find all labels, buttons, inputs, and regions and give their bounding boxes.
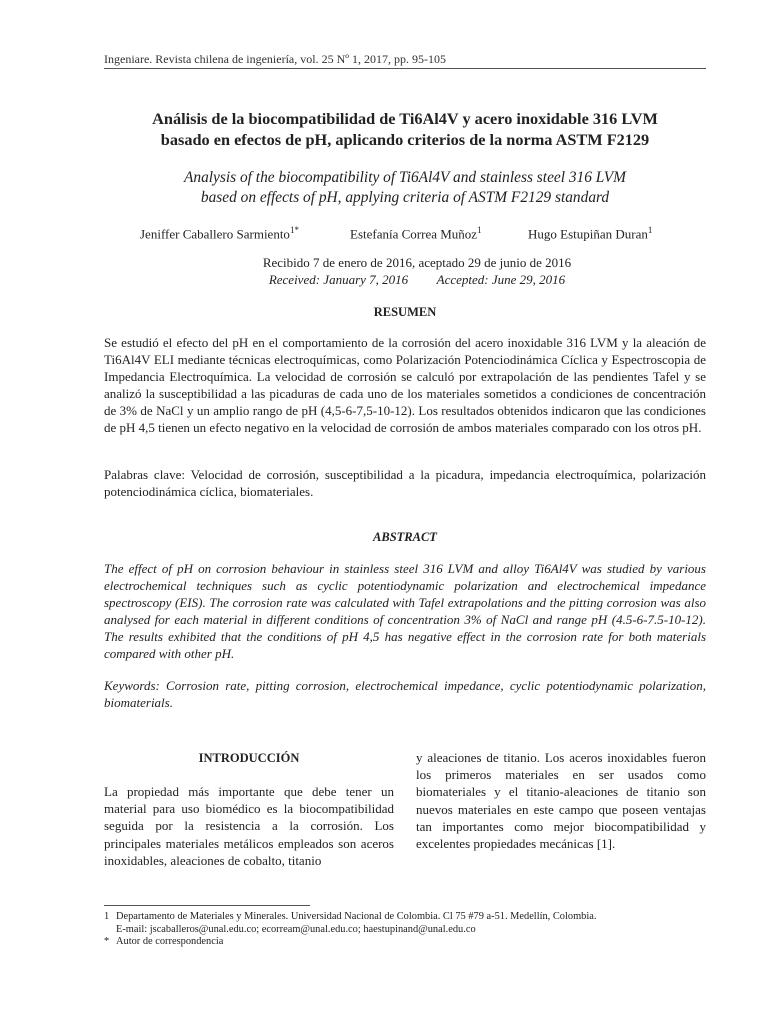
resumen-heading: RESUMEN [373,305,437,319]
resumen-keywords: Palabras clave: Velocidad de corrosión, susceptibilidad a la picadura, impedancia electroquímica, polarización potenciodinámica cíclica, biomateriales. [104,467,706,500]
introduction-column-right: y aleaciones de titanio. Los aceros inoxidables fueron los primeros materiales en ser usados como biomateriales y el titanio-aleaciones de titanio son nuevos materiales en este campo que poseen ventajas tan importantes como mejor biocompatibilidad y excelentes propiedades mecánicas [1]. [416,750,706,852]
abstract-keywords: Keywords: Corrosion rate, pitting corrosion, electrochemical impedance, cyclic potentiodynamic polarization, biomaterials. [104,678,706,711]
accepted-date: Accepted: June 29, 2016 [436,272,566,287]
footnote-mark: 1 [104,911,110,922]
author-name: Hugo Estupiñan Duran [528,226,648,242]
dates-spanish: Recibido 7 de enero de 2016, aceptado 29 de junio de 2016 [262,255,572,270]
footnote-correspondence [104,936,706,949]
footnote-text: Departamento de Materiales y Minerales. Universidad Nacional de Colombia. Cl 75 #79 a-51. Medellín, Colombia. [116,911,597,922]
abstract-heading: ABSTRACT [373,530,437,544]
title-spanish [104,108,706,150]
introduction-heading: INTRODUCCIÓN [198,751,300,765]
title-spanish-line: Análisis de la biocompatibilidad de Ti6Al4V y acero inoxidable 316 LVM [152,109,658,128]
title-english-line: Analysis of the biocompatibility of Ti6Al4V and stainless steel 316 LVM [183,169,627,186]
author [140,221,299,243]
author-affiliation-mark: 1* [289,225,299,235]
author-affiliation-mark: 1 [647,225,653,235]
footnotes [104,911,706,949]
footnote-affiliation [104,911,706,924]
author-name: Jeniffer Caballero Sarmiento [140,226,290,242]
title-english-line: based on effects of pH, applying criteria of ASTM F2129 standard [200,189,610,206]
footnote-mark: * [104,936,110,947]
footnote-rule [104,905,310,906]
title-english [104,168,706,208]
author-affiliation-mark: 1 [477,225,482,235]
journal-header: Ingeniare. Revista chilena de ingeniería, vol. 25 Nº 1, 2017, pp. 95-105 [104,52,446,66]
abstract-body: The effect of pH on corrosion behaviour in stainless steel 316 LVM and alloy Ti6Al4V was studied by various electrochemical techniques such as cyclic potentiodynamic polarization and electrochemical impedance spectroscopy (EIS). The corrosion rate was calculated with Tafel extrapolations and the pitting corrosion was also analysed for each material in different conditions of concentration 3% of NaCl and range pH (4.5-6-7.5-10-12). The results exhibited that the conditions of pH 4,5 has negative effect in the corrosion rate for both materials compared with other pH. [104,561,706,662]
dates-english [104,271,730,288]
header-rule [104,68,706,69]
submission-dates [104,254,730,288]
footnote-text: Autor de correspondencia [116,936,224,947]
author [528,221,652,243]
received-date: Received: January 7, 2016 [268,272,409,287]
introduction-column-left: La propiedad más importante que debe tener un material para uso biomédico es la biocompatibilidad seguida por la resistencia a la corrosión. Los principales materiales metálicos empleados son aceros inoxidables, aleaciones de cobalto, titanio [104,784,394,868]
resumen-body: Se estudió el efecto del pH en el comportamiento de la corrosión del acero inoxidable 316 LVM y la aleación de Ti6Al4V ELI mediante técnicas electroquímicas, como Polarización Potenciodinámica Cíclica y Espectroscopia de Impedancia Electroquímica. La velocidad de corrosión se calculó por extrapolación de las pendientes Tafel y se analizó la susceptibilidad a las picaduras de cada uno de los materiales sometidos a condiciones de concentración de 3% de NaCl y un amplio rango de pH (4,5-6-7,5-10-12). Los resultados obtenidos indicaron que las condiciones de pH 4,5 tienen un efecto negativo en la velocidad de corrosión de ambos materiales comparado con los otros pH. [104,335,706,436]
footnote-email: E-mail: jscaballeros@unal.edu.co; ecorream@unal.edu.co; haestupinand@unal.edu.co [116,923,476,935]
title-spanish-line: basado en efectos de pH, aplicando criterios de la norma ASTM F2129 [160,130,650,149]
author [350,221,482,243]
author-name: Estefanía Correa Muñoz [350,226,478,242]
